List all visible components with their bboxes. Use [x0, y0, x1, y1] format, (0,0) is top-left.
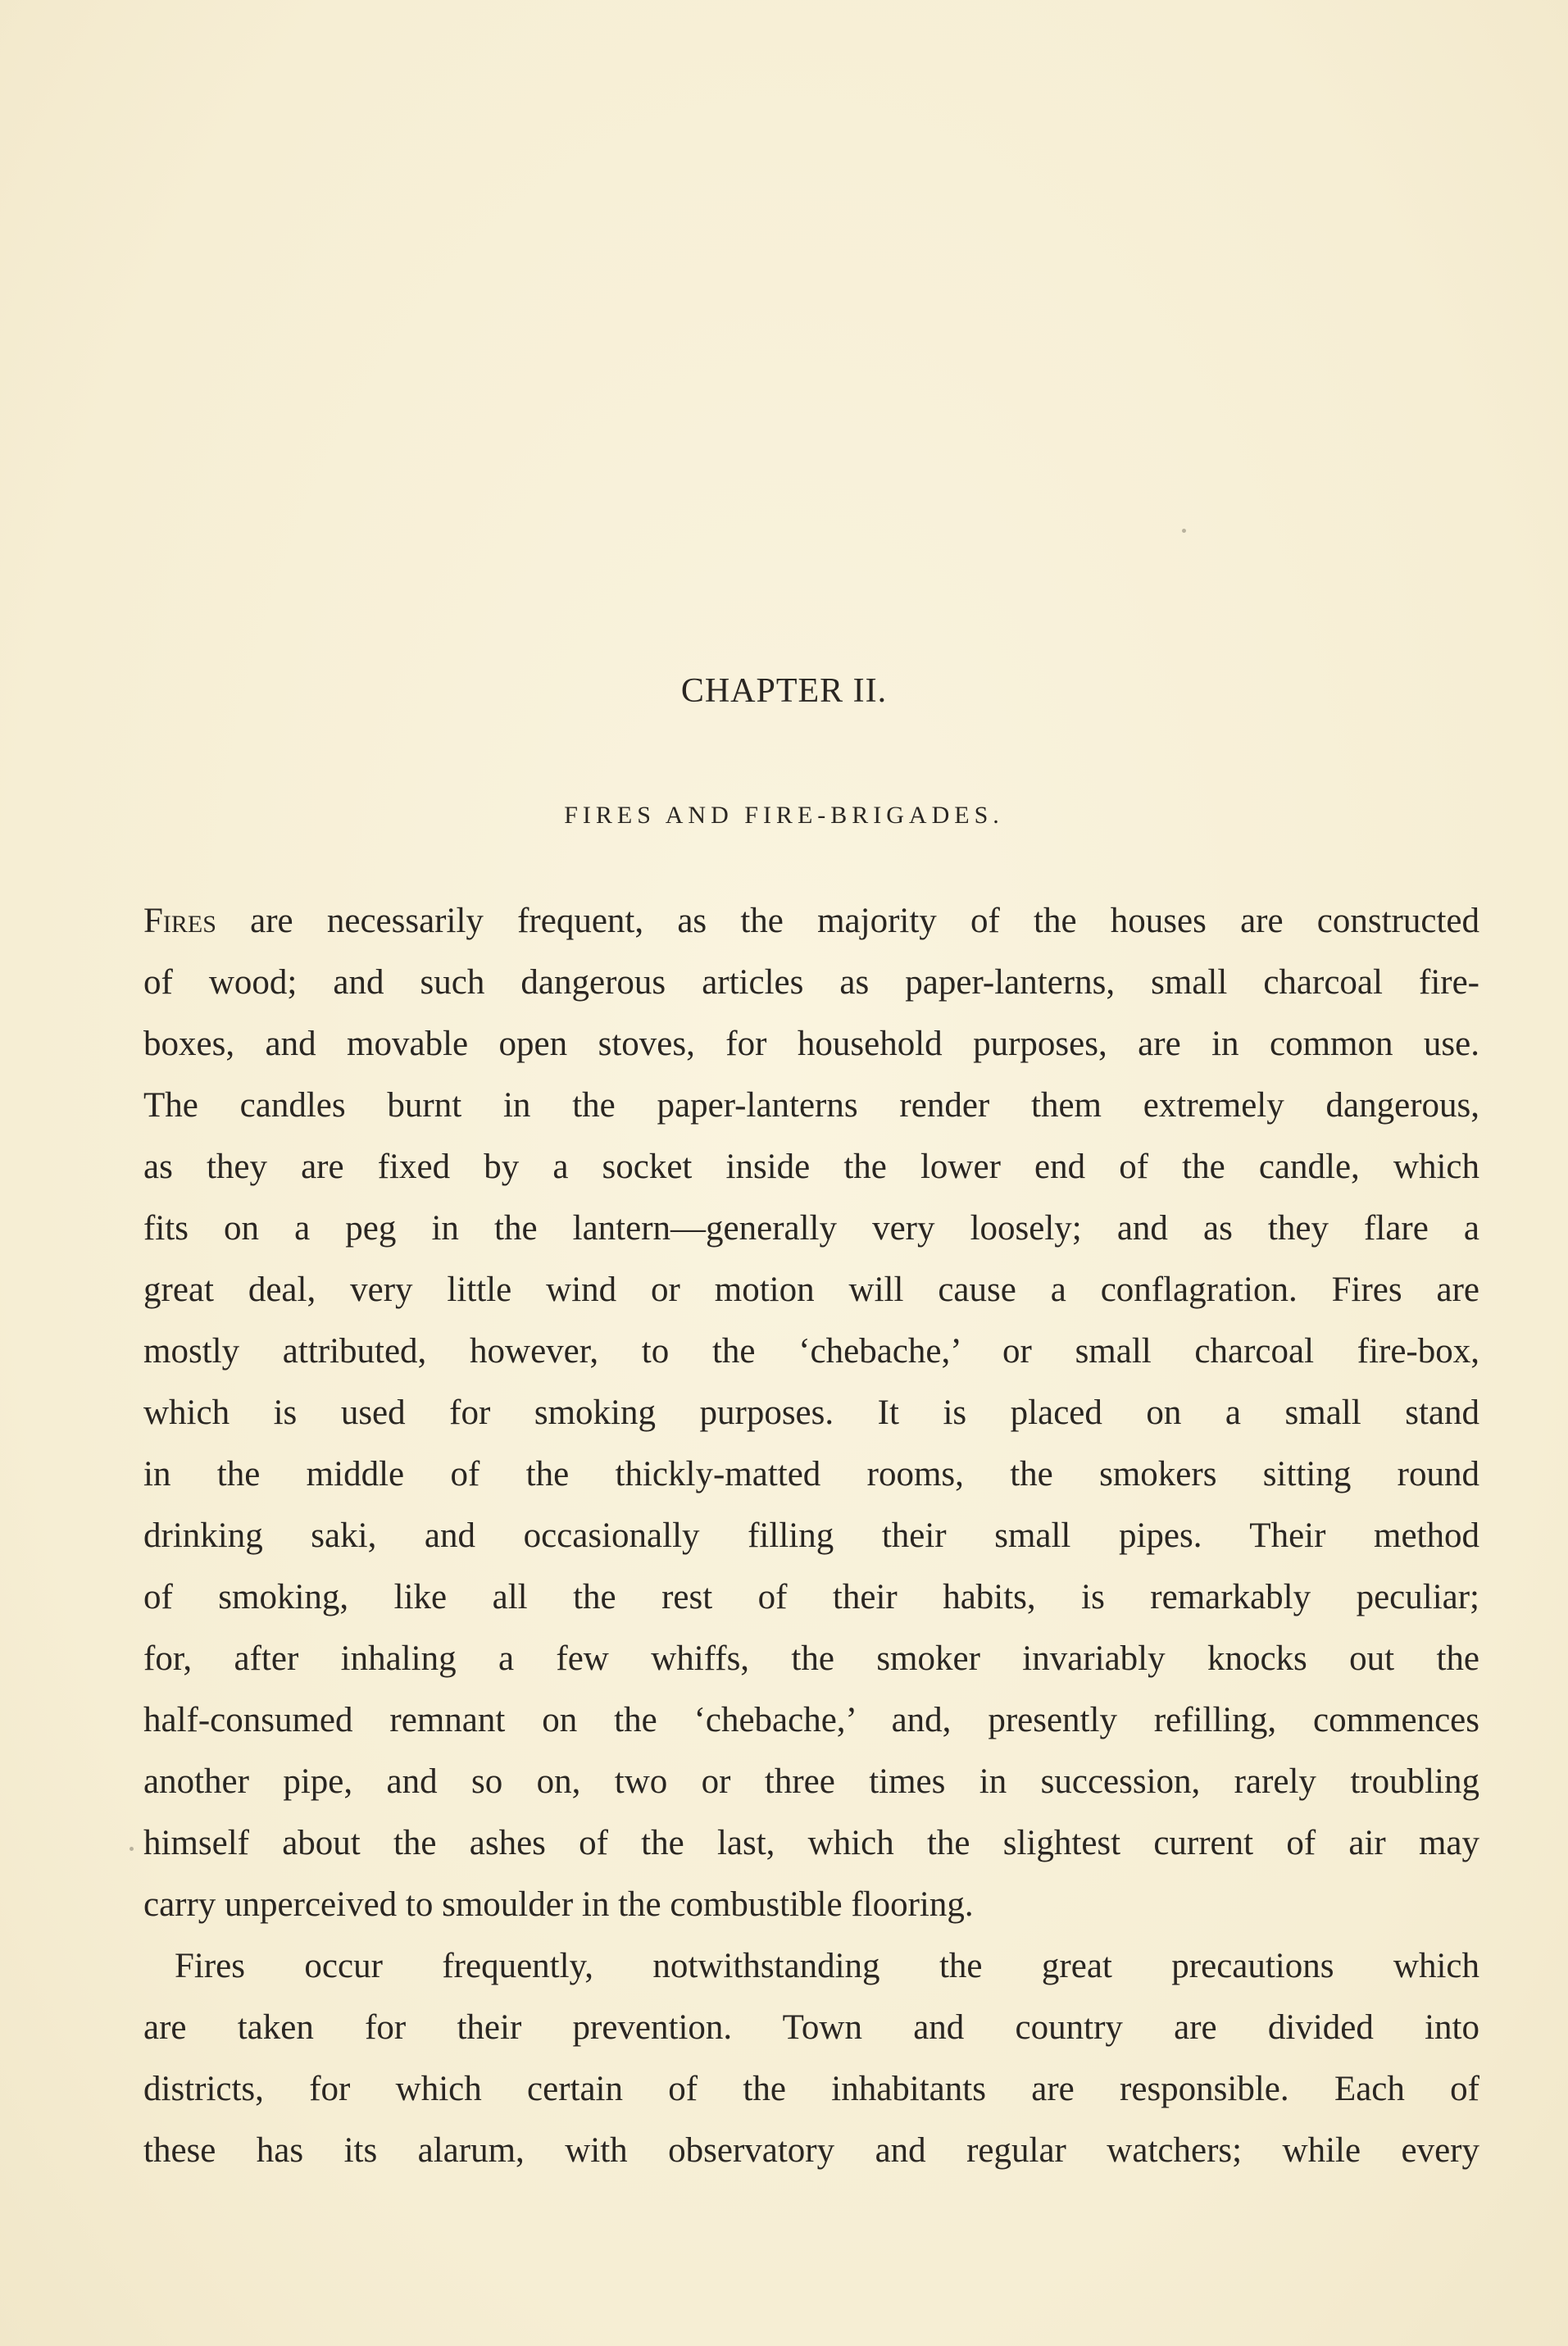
line-text: fits on a peg in the lantern—generally very loosely; and as they flare a — [143, 1209, 1479, 1248]
text-line — [143, 1444, 1479, 1505]
line-text: for, after inhaling a few whiffs, the smoker invariably knocks out the — [143, 1639, 1479, 1678]
line-text: Fires occur frequently, notwithstanding the great precautions which — [175, 1947, 1479, 1985]
lead-word: Fires — [143, 902, 216, 940]
body-text — [143, 890, 1479, 2181]
text-line — [143, 1505, 1479, 1566]
line-text: in the middle of the thickly-matted rooms, the smokers sitting round — [143, 1455, 1479, 1494]
paper-speck — [130, 1847, 134, 1851]
line-text: mostly attributed, however, to the ‘chebache,’ or small charcoal fire-box, — [143, 1332, 1479, 1371]
text-line — [143, 1751, 1479, 1812]
line-text: another pipe, and so on, two or three times in succession, rarely troubling — [143, 1762, 1479, 1801]
line-text: are taken for their prevention. Town and country are divided into — [143, 2008, 1479, 2047]
line-text: carry unperceived to smoulder in the combustible flooring. — [143, 1885, 974, 1924]
text-line — [143, 1689, 1479, 1751]
text-line — [143, 1075, 1479, 1136]
line-text: as they are fixed by a socket inside the lower end of the candle, which — [143, 1148, 1479, 1186]
text-line — [143, 1321, 1479, 1382]
line-text: himself about the ashes of the last, which the slightest current of air may — [143, 1824, 1479, 1862]
line-text: great deal, very little wind or motion will cause a conflagration. Fires are — [143, 1271, 1479, 1309]
line-text: are necessarily frequent, as the majority of the houses are constructed — [216, 902, 1479, 940]
text-line — [143, 1382, 1479, 1444]
line-text: half-consumed remnant on the ‘chebache,’ and, presently refilling, commences — [143, 1701, 1479, 1739]
chapter-title: CHAPTER II. — [680, 672, 888, 710]
text-line — [143, 1566, 1479, 1628]
text-line — [143, 1013, 1479, 1075]
line-text: of wood; and such dangerous articles as paper-lanterns, small charcoal fire- — [143, 963, 1479, 1002]
text-line — [143, 1874, 1479, 1935]
text-line — [143, 2058, 1479, 2120]
text-line — [143, 1198, 1479, 1259]
line-text: which is used for smoking purposes. It is placed on a small stand — [143, 1394, 1479, 1432]
paper-speck — [1182, 529, 1186, 533]
text-line — [143, 1136, 1479, 1198]
text-line — [143, 1997, 1479, 2058]
line-text: boxes, and movable open stoves, for household purposes, are in common use. — [143, 1025, 1479, 1063]
text-line — [143, 2120, 1479, 2181]
text-line — [143, 952, 1479, 1013]
text-line — [143, 1935, 1479, 1997]
line-text: drinking saki, and occasionally filling their small pipes. Their method — [143, 1516, 1479, 1555]
line-text: of smoking, like all the rest of their habits, is remarkably peculiar; — [143, 1578, 1479, 1616]
text-line — [143, 1628, 1479, 1689]
line-text: districts, for which certain of the inhabitants are responsible. Each of — [143, 2070, 1479, 2108]
text-line — [143, 1812, 1479, 1874]
line-text: The candles burnt in the paper-lanterns render them extremely dangerous, — [143, 1086, 1479, 1125]
text-line — [143, 890, 1479, 952]
line-text: these has its alarum, with observatory and regular watchers; while every — [143, 2131, 1479, 2170]
text-line — [143, 1259, 1479, 1321]
chapter-subtitle: FIRES AND FIRE-BRIGADES. — [564, 802, 1004, 829]
